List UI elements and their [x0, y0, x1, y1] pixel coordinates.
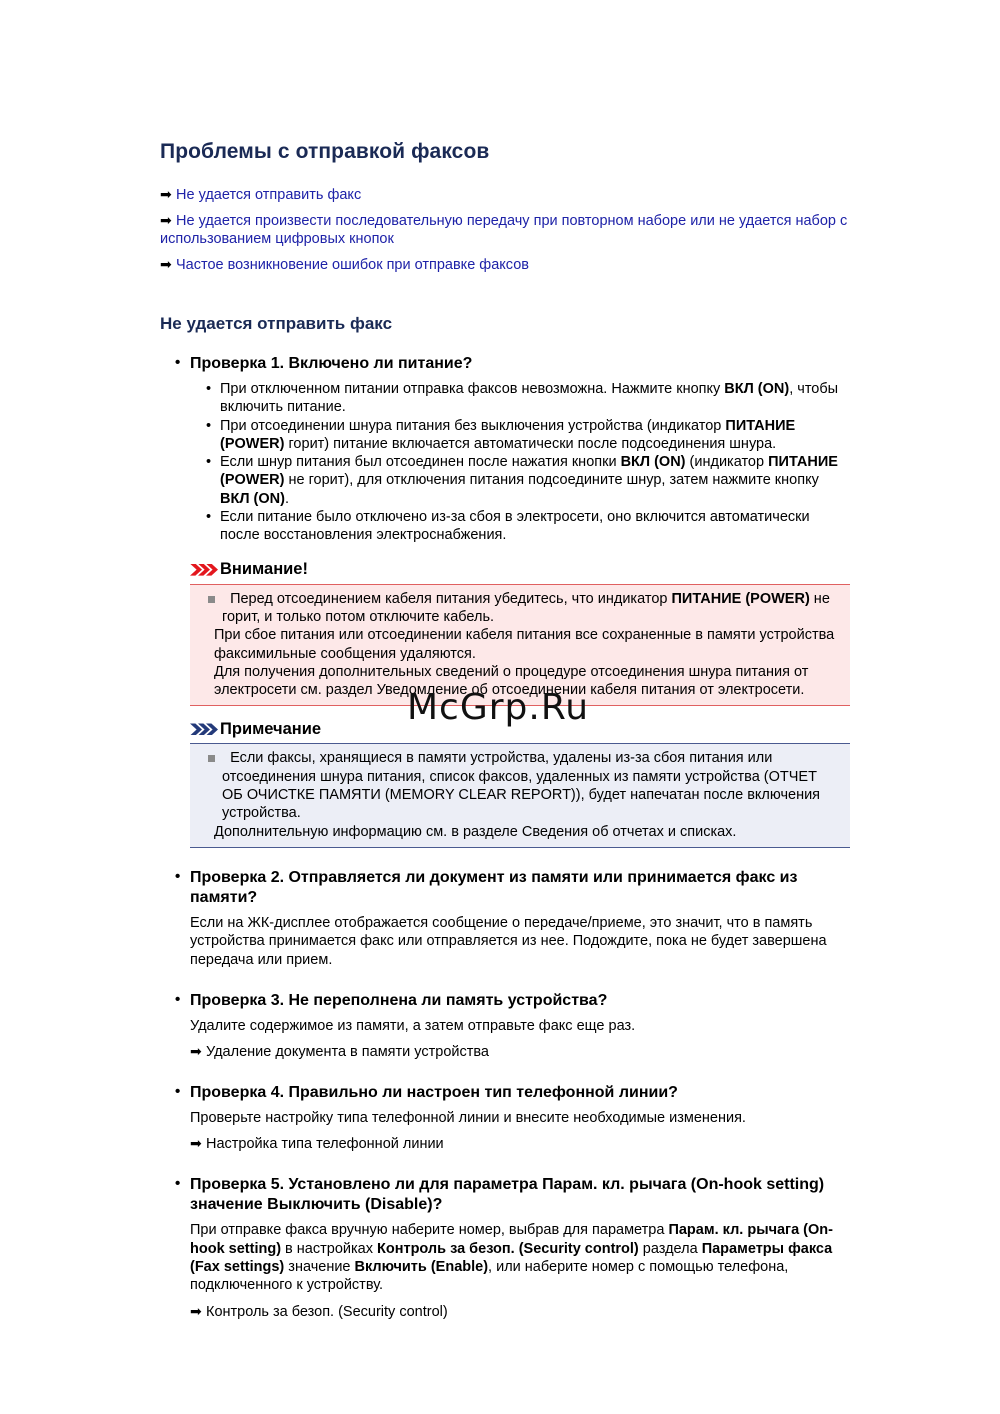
- caution-chevrons-icon: [190, 564, 214, 576]
- check-1: [175, 354, 850, 848]
- bullet: •: [175, 1083, 181, 1101]
- list-item: • При отключенном питании отправка факсов невозможна. Нажмите кнопку ВКЛ (ON), чтобы включить питание.: [206, 381, 839, 416]
- square-bullet-icon: [208, 596, 215, 603]
- list-item: • Если питание было отключено из-за сбоя в электросети, оно включится автоматически после восстановления электроснабжения.: [206, 509, 810, 544]
- caution-text-3: Для получения дополнительных сведений о процедуре отсоединения шнура питания от электросети см. раздел Уведомление об отсоединении кабеля питания от электросети.: [214, 663, 809, 699]
- arrow-right-icon: ➡: [160, 256, 172, 272]
- link-line-type[interactable]: ➡ Настройка типа телефонной линии: [190, 1135, 444, 1153]
- section-title: Не удается отправить факс: [160, 314, 393, 333]
- note-text-2: Дополнительную информацию см. в разделе Сведения об отчетах и списках.: [214, 823, 737, 840]
- note-box: [190, 718, 850, 847]
- toc-link-cannot-send[interactable]: ➡ Не удается отправить факс: [160, 186, 362, 203]
- check-4-text: Проверьте настройку типа телефонной линии и внесите необходимые изменения.: [190, 1110, 746, 1127]
- list-item: • При отсоединении шнура питания без выключения устройства (индикатор ПИТАНИЕ (POWER) горит) питание включается автоматически после подсоединения шнура.: [206, 417, 796, 452]
- check-3: [175, 991, 850, 1061]
- watermark: McGrp.Ru: [407, 687, 590, 728]
- toc-link-sequential-transmission[interactable]: ➡ Не удается произвести последовательную передачу при повторном наборе или не удается набор с использованием цифровых кнопок: [160, 212, 848, 247]
- arrow-right-icon: ➡: [160, 186, 172, 202]
- check-2-text: Если на ЖК-дисплее отображается сообщение о передаче/приеме, это значит, что в память устройства принимается факс или отправляется из нее. Подождите, пока не будет завершена передача или прием.: [190, 914, 827, 968]
- note-chevrons-icon: [190, 723, 214, 735]
- arrow-right-icon: ➡: [190, 1135, 202, 1152]
- check-3-text: Удалите содержимое из памяти, а затем отправьте факс еще раз.: [190, 1017, 636, 1034]
- note-label: Примечание: [220, 719, 322, 738]
- check-3-title: Проверка 3. Не переполнена ли память устройства?: [190, 991, 608, 1009]
- check-4-title: Проверка 4. Правильно ли настроен тип телефонной линии?: [190, 1084, 678, 1102]
- check-5-text: При отправке факса вручную наберите номер, выбрав для параметра Парам. кл. рычага (On-hook setting) в настройках Контроль за безоп. (Security control) раздела Параметры факса (Fax settings) значение Включить (Enable), или наберите номер с помощью телефона, подключенного к устройству.: [190, 1222, 833, 1294]
- link-delete-document[interactable]: ➡ Удаление документа в памяти устройства: [190, 1043, 489, 1061]
- table-of-contents: [160, 185, 850, 274]
- list-item: • Если шнур питания был отсоединен после нажатия кнопки ВКЛ (ON) (индикатор ПИТАНИЕ (POWER) не горит), для отключения питания подсоедините шнур, затем нажмите кнопку ВКЛ (ON).: [206, 454, 838, 507]
- toc-link-frequent-errors[interactable]: ➡ Частое возникновение ошибок при отправке факсов: [160, 256, 529, 273]
- caution-text-1: Перед отсоединением кабеля питания убедитесь, что индикатор ПИТАНИЕ (POWER) не горит, и только потом отключите кабель.: [222, 590, 830, 625]
- bullet: •: [175, 867, 181, 885]
- link-security-control[interactable]: ➡ Контроль за безоп. (Security control): [190, 1302, 448, 1320]
- caution-label: Внимание!: [220, 560, 308, 579]
- bullet: •: [175, 354, 181, 371]
- caution-box: [190, 559, 850, 707]
- document-page: [160, 140, 850, 1321]
- check-1-title: Проверка 1. Включено ли питание?: [190, 355, 473, 372]
- bullet: •: [175, 990, 181, 1008]
- check-2: [175, 868, 850, 969]
- page-title: Проблемы с отправкой факсов: [160, 140, 490, 163]
- check-4: [175, 1083, 850, 1153]
- arrow-right-icon: ➡: [190, 1043, 202, 1060]
- check-2-title: Проверка 2. Отправляется ли документ из памяти или принимается факс из памяти?: [190, 868, 798, 906]
- check-5: [175, 1175, 850, 1320]
- bullet: •: [175, 1175, 181, 1193]
- caution-text-2: При сбое питания или отсоединении кабеля питания все сохраненные в памяти устройства факсимильные сообщения удаляются.: [214, 627, 835, 662]
- arrow-right-icon: ➡: [190, 1302, 202, 1319]
- note-text-1: Если факсы, хранящиеся в памяти устройства, удалены из-за сбоя питания или отсоединения шнура питания, список факсов, удаленных из памяти устройства (ОТЧЕТ ОБ ОЧИСТКЕ ПАМЯТИ (MEMORY CLEAR REPORT)), будет напечатан после включения устройства.: [222, 750, 821, 822]
- arrow-right-icon: ➡: [160, 212, 172, 228]
- check-1-list: [190, 380, 850, 545]
- square-bullet-icon: [208, 755, 215, 762]
- check-5-title: Проверка 5. Установлено ли для параметра Парам. кл. рычага (On-hook setting) значение Выключить (Disable)?: [190, 1176, 825, 1214]
